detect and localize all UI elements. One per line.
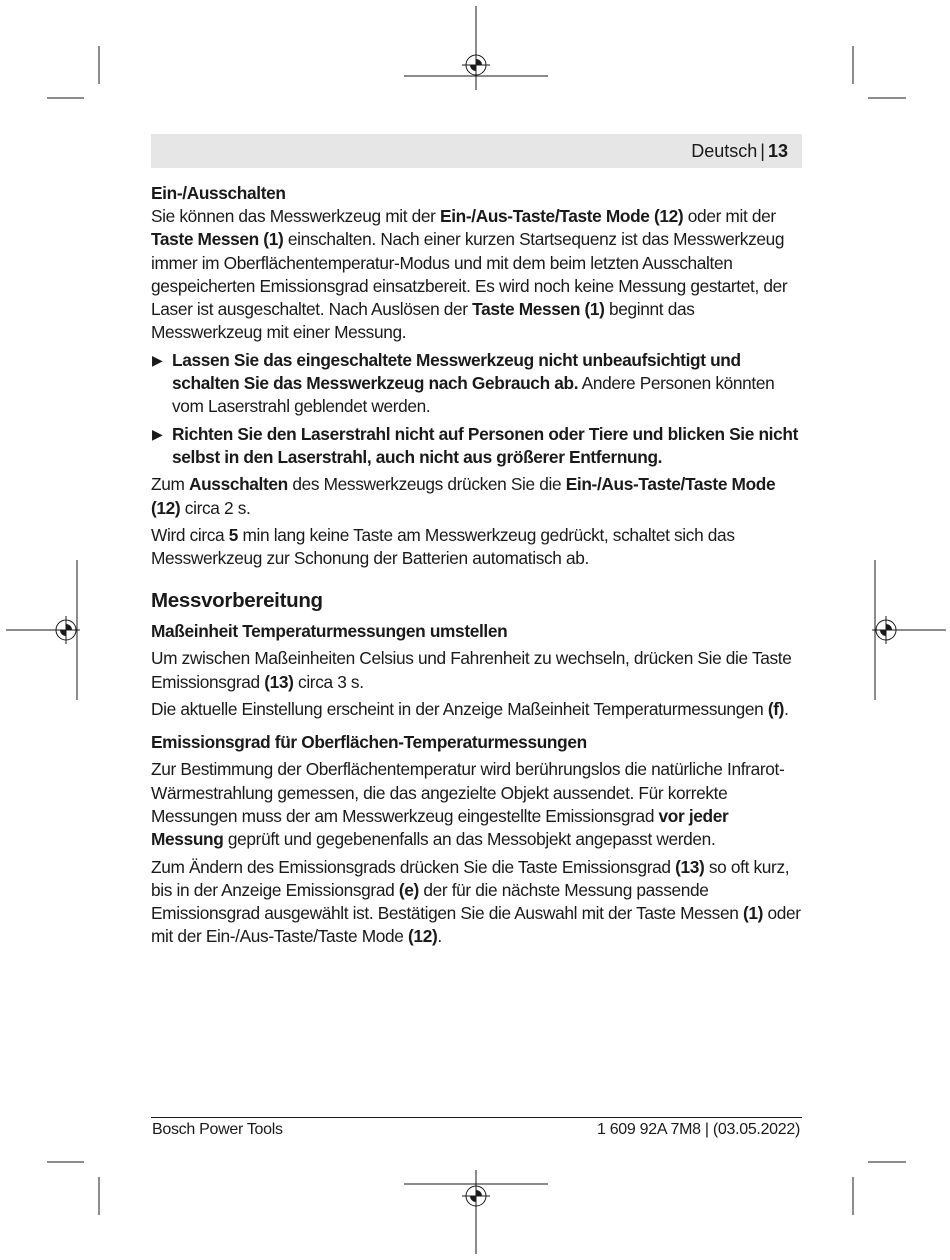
emphasis-text: (1) bbox=[742, 903, 764, 924]
emphasis-text: Lassen Sie das eingeschaltete Messwerkzeug nicht unbeaufsichtigt und schalten Sie das Messwerkzeug nach Gebrauch ab. bbox=[172, 349, 741, 394]
text-run: . bbox=[784, 699, 789, 720]
heading-emissionsgrad: Emissionsgrad für Oberflächen-Temperaturmessungen bbox=[151, 732, 587, 753]
text-run: so oft kurz, bis in der Anzeige Emissionsgrad bbox=[151, 856, 790, 900]
emphasis-text: (13) bbox=[264, 671, 294, 692]
text-run: Zum bbox=[151, 474, 189, 495]
text-run: oder mit der bbox=[683, 206, 776, 226]
emphasis-text: Ausschalten bbox=[188, 474, 288, 495]
emphasis-text: 5 bbox=[228, 524, 239, 545]
text-run: Die aktuelle Einstellung erscheint in der Anzeige Maßeinheit Temperaturmessungen bbox=[151, 699, 768, 720]
paragraph-masseinheit-wechseln bbox=[151, 647, 802, 694]
text-run: Sie können das Messwerkzeug mit der bbox=[151, 206, 441, 226]
emphasis-text: Richten Sie den Laserstrahl nicht auf Personen oder Tiere und blicken Sie nicht selbst in den Laserstrahl, auch nicht aus größerer Entfernung. bbox=[172, 423, 799, 467]
text-run: circa 2 s. bbox=[180, 497, 251, 518]
emphasis-text: vor jeder Messung bbox=[151, 805, 729, 850]
page-body bbox=[151, 182, 802, 949]
heading-ein-ausschalten: Ein-/Ausschalten bbox=[151, 183, 286, 203]
registration-mark-top bbox=[404, 6, 548, 90]
text-run: des Messwerkzeugs drücken Sie die bbox=[287, 474, 566, 495]
paragraph-ausschalten bbox=[151, 473, 802, 520]
footer-document-id: 1 609 92A 7M8 | (03.05.2022) bbox=[596, 1121, 800, 1138]
warning-bullet-laserstrahl bbox=[151, 423, 802, 470]
emphasis-text: (12) bbox=[408, 926, 438, 947]
text-run: einschalten. Nach einer kurzen Startsequenz ist das Messwerkzeug immer im Oberflächentemperatur-Modus und mit dem beim letzten Ausschalten gespeicherten Emissionsgrad einsatzbereit. Es wird noch keine Messung gestartet, der Laser ist ausgeschaltet. Nach Auslösen der bbox=[151, 229, 788, 320]
text-run: min lang keine Taste am Messwerkzeug gedrückt, schaltet sich das Messwerkzeug zur Schonung der Batterien automatisch ab. bbox=[151, 524, 735, 569]
emphasis-text: Taste Messen (1) bbox=[151, 229, 284, 250]
header-language: Deutsch bbox=[691, 141, 758, 161]
warning-text bbox=[172, 423, 802, 470]
emphasis-text: (13) bbox=[675, 856, 705, 877]
page-header bbox=[151, 134, 802, 168]
bullet-triangle-icon: ▶ bbox=[152, 425, 163, 442]
paragraph-automatische-abschaltung bbox=[151, 524, 802, 571]
heading-messvorbereitung: Messvorbereitung bbox=[151, 589, 323, 613]
paragraph-emissionsgrad-bestimmung bbox=[151, 758, 802, 851]
text-run: Andere Personen könnten vom Laserstrahl geblendet werden. bbox=[172, 373, 775, 417]
text-run: Wird circa bbox=[151, 524, 229, 545]
emphasis-text: (e) bbox=[398, 879, 419, 900]
warning-text bbox=[172, 349, 802, 419]
paragraph-emissionsgrad-aendern bbox=[151, 856, 802, 949]
header-text bbox=[691, 141, 788, 161]
footer-publisher: Bosch Power Tools bbox=[152, 1121, 283, 1138]
text-run: geprüft und gegebenenfalls an das Messobjekt angepasst werden. bbox=[223, 829, 716, 850]
heading-masseinheit: Maßeinheit Temperaturmessungen umstellen bbox=[151, 621, 508, 642]
paragraph-einschalten bbox=[151, 205, 802, 345]
paragraph-masseinheit-anzeige bbox=[151, 698, 802, 721]
emphasis-text: (f) bbox=[767, 699, 785, 720]
footer-rule bbox=[151, 1117, 802, 1118]
bullet-triangle-icon: ▶ bbox=[152, 351, 163, 368]
text-run: oder mit der Ein-/Aus-Taste/Taste Mode bbox=[151, 903, 801, 947]
emphasis-text: Ein-/Aus-Taste/Taste Mode (12) bbox=[440, 206, 684, 226]
text-run: Um zwischen Maßeinheiten Celsius und Fahrenheit zu wechseln, drücken Sie die Taste Emissionsgrad bbox=[151, 648, 792, 692]
text-run: . bbox=[437, 926, 442, 947]
emphasis-text: Taste Messen (1) bbox=[472, 299, 605, 320]
warning-bullet-unbeaufsichtigt bbox=[151, 349, 802, 419]
registration-mark-bottom bbox=[404, 1170, 548, 1254]
text-run: circa 3 s. bbox=[293, 671, 364, 692]
text-run: beginnt das Messwerkzeug mit einer Messung. bbox=[151, 299, 695, 343]
text-run: Zur Bestimmung der Oberflächentemperatur wird berührungslos die natürliche Infrarot-Wärmestrahlung gemessen, die das angezielte Objekt aussendet. Für korrekte Messungen muss der am Messwerkzeug eingestellte Emissionsgrad bbox=[151, 759, 785, 826]
emphasis-text: Ein-/Aus-Taste/Taste Mode (12) bbox=[151, 474, 776, 518]
text-run: der für die nächste Messung passende Emissionsgrad ausgewählt ist. Bestätigen Sie die Auswahl mit der Taste Messen bbox=[151, 879, 743, 924]
text-run: Zum Ändern des Emissionsgrads drücken Sie die Taste Emissionsgrad bbox=[151, 856, 676, 877]
header-separator: | bbox=[760, 141, 765, 161]
page-number: 13 bbox=[767, 141, 788, 161]
